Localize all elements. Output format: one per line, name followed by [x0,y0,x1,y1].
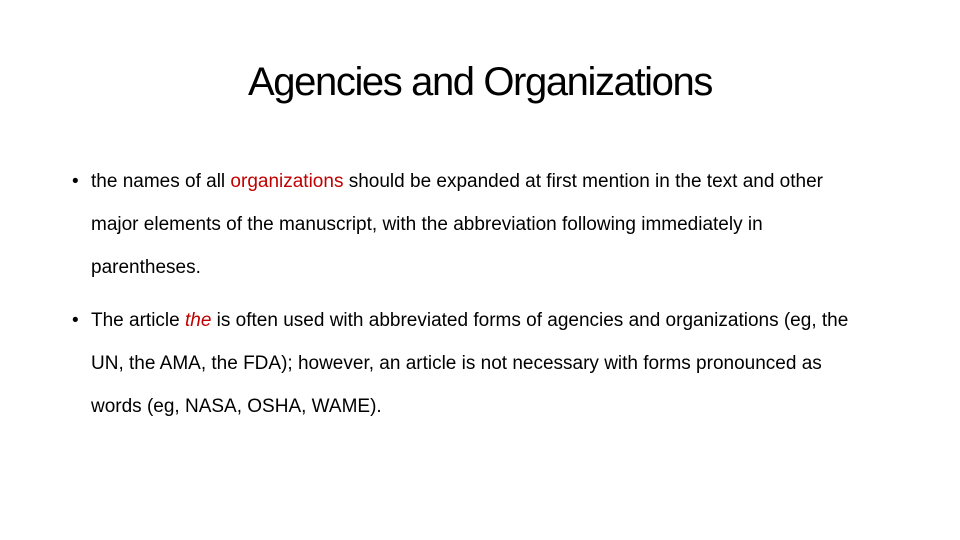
highlight-the: the [184,310,212,331]
bullet-item-organizations [72,160,872,289]
bullet-text-pre: the names of all [91,171,231,192]
bullet-item-article [72,299,872,428]
bullet-text-pre: The article [91,310,185,331]
bullet-text-post: should be expanded at first mention in the text and other major elements of the manuscript, with the abbreviation following immediately in parentheses. [91,171,823,278]
bullet-text-post: is often used with abbreviated forms of agencies and organizations (eg, the UN, the AMA, the FDA); however, an article is not necessary with forms pronounced as words (eg, NASA, OSHA, WAME). [91,310,849,417]
bullet-dot-icon: • [72,310,79,331]
slide-title: Agencies and Organizations [248,60,712,104]
highlight-organizations: organizations [230,171,344,192]
bullet-dot-icon: • [72,171,79,192]
bullet-list [72,160,872,438]
